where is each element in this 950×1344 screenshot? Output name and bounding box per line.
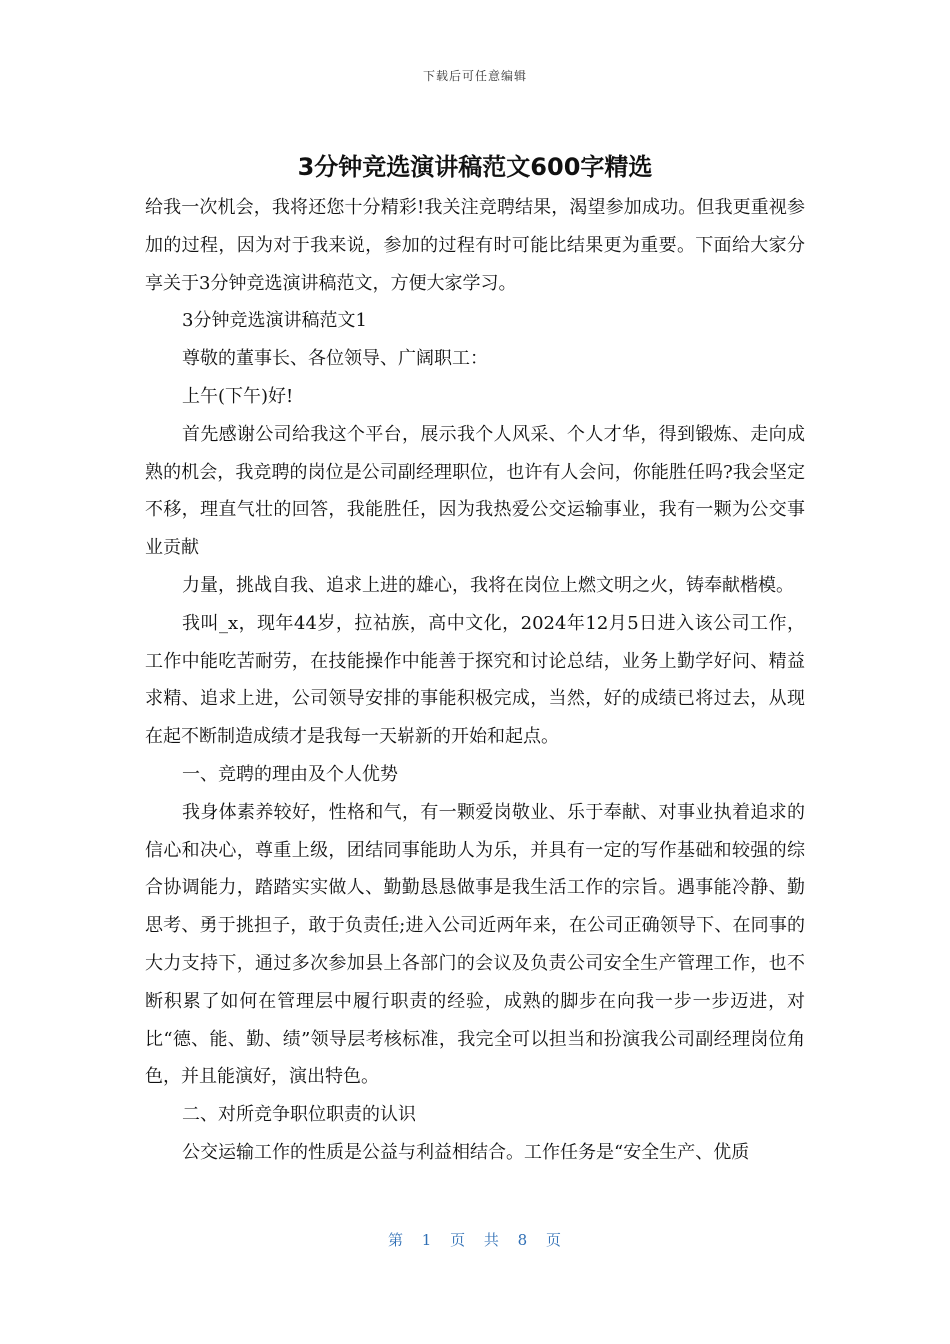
- body-paragraph: 我身体素养较好，性格和气，有一颗爱岗敬业、乐于奉献、对事业执着追求的信心和决心，尊重上级，团结同事能助人为乐，并具有一定的写作基础和较强的综合协调能力，踏踏实实做人、勤勤恳恳做事是我生活工作的宗旨。遇事能冷静、勤思考、勇于挑担子，敢于负责任;进入公司近两年来，在公司正确领导下、在同事的大力支持下，通过多次参加县上各部门的会议及负责公司安全生产管理工作，也不断积累了如何在管理层中履行职责的经验，成熟的脚步在向我一步一步迈进，对比“德、能、勤、绩”领导层考核标准，我完全可以担当和扮演我公司副经理岗位角色，并且能演好，演出特色。: [145, 801, 805, 1088]
- intro-paragraph: 给我一次机会，我将还您十分精彩!我关注竞聘结果，渴望参加成功。但我更重视参加的过程，因为对于我来说，参加的过程有时可能比结果更为重要。下面给大家分享关于3分钟竞选演讲稿范文，方便大家学习。: [145, 197, 805, 294]
- greeting: 上午(下午)好!: [182, 385, 294, 407]
- section-heading-speech-1: 3分钟竞选演讲稿范文1: [182, 310, 367, 332]
- document-title: 3分钟竞选演讲稿范文600字精选: [297, 153, 653, 181]
- body-paragraph: 公交运输工作的性质是公益与利益相结合。工作任务是“安全生产、优质: [182, 1141, 750, 1163]
- page-number-footer: 第 1 页 共 8 页: [388, 1231, 562, 1249]
- body-paragraph: 力量，挑战自我、追求上进的雄心，我将在岗位上燃文明之火，铸奉献楷模。: [182, 574, 794, 596]
- body-paragraph: 我叫_x，现年44岁，拉祜族，高中文化，2024年12月5日进入该公司工作，工作中能吃苦耐劳，在技能操作中能善于探究和讨论总结，业务上勤学好问、精益求精、追求上进，公司领导安排的事能积极完成，当然，好的成绩已将过去，从现在起不断制造成绩才是我每一天崭新的开始和起点。: [145, 612, 805, 748]
- body-paragraph: 首先感谢公司给我这个平台，展示我个人风采、个人才华，得到锻炼、走向成熟的机会，我竞聘的岗位是公司副经理职位，也许有人会问，你能胜任吗?我会坚定不移，理直气壮的回答，我能胜任，因为我热爱公交运输事业，我有一颗为公交事业贡献: [145, 423, 805, 559]
- document-body: [145, 189, 805, 1172]
- section-heading-duties: 二、对所竞争职位职责的认识: [182, 1104, 416, 1126]
- salutation: 尊敬的董事长、各位领导、广阔职工：: [182, 348, 488, 370]
- page-header-note: 下载后可任意编辑: [422, 69, 527, 83]
- section-heading-reasons: 一、竞聘的理由及个人优势: [182, 763, 398, 785]
